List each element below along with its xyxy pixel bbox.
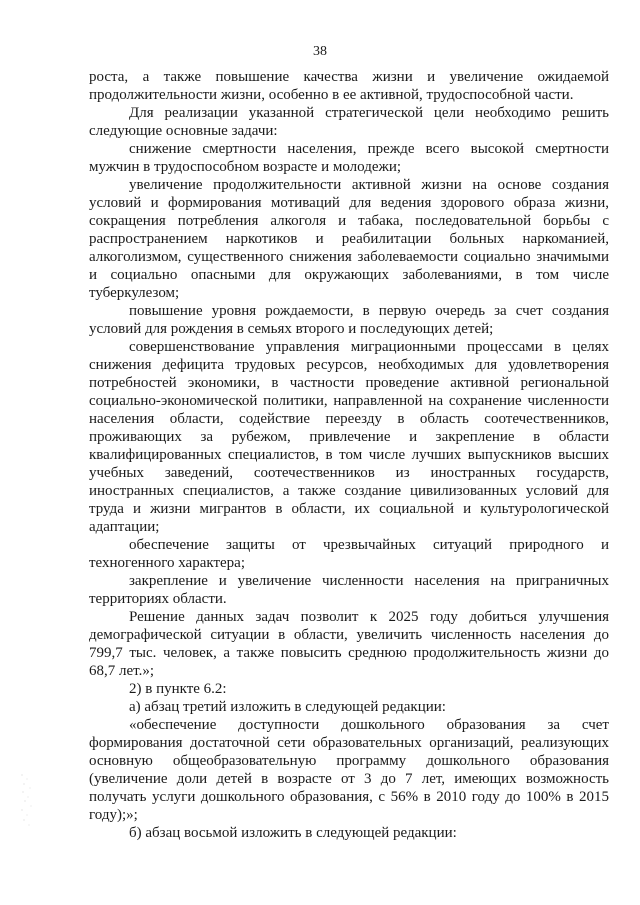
paragraph: совершенствование управления миграционными процессами в целях снижения дефицита трудовых ресурсов, необходимых для удовлетворения потребностей экономики, в частности проведение активной региональной социально-экономической политики, направленной на сохранение численности населения области, содействие переезду в область соотечественников, проживающих за рубежом, привлечение и закрепление в области квалифицированных специалистов, в том числе лучших выпускников высших учебных заведений, соотечественников из иностранных государств, иностранных специалистов, а также создание цивилизованных условий для труда и жизни мигрантов в области, их социальной и культурологической адаптации; [89,339,609,535]
document-body [89,68,609,842]
paragraph: 2) в пункте 6.2: [129,681,227,697]
scan-noise-mark [18,770,40,830]
paragraph: повышение уровня рождаемости, в первую очередь за счет создания условий для рождения в семьях второго и последующих детей; [89,303,609,337]
paragraph: увеличение продолжительности активной жизни на основе создания условий и формирования мотиваций для ведения здорового образа жизни, сокращения потребления алкоголя и табака, последовательной борьбы с распространением наркотиков и реабилитации больных наркоманией, алкоголизмом, существенного снижения заболеваемости социально значимыми и социально опасными для окружающих заболеваниями, в том числе туберкулезом; [89,177,609,301]
page-number: 38 [313,44,327,59]
paragraph: снижение смертности населения, прежде всего высокой смертности мужчин в трудоспособном возрасте и молодежи; [89,141,609,175]
paragraph: а) абзац третий изложить в следующей редакции: [129,699,446,715]
paragraph: «обеспечение доступности дошкольного образования за счет формирования достаточной сети образовательных организаций, реализующих основную общеобразовательную программу дошкольного образования (увеличение доли детей в возрасте от 3 до 7 лет, имеющих возможность получать услуги дошкольного образования, с 56% в 2010 году до 100% в 2015 году);»; [89,717,609,823]
paragraph: Для реализации указанной стратегической цели необходимо решить следующие основные задачи: [89,105,609,139]
paragraph: б) абзац восьмой изложить в следующей редакции: [129,825,457,841]
paragraph: обеспечение защиты от чрезвычайных ситуаций природного и техногенного характера; [89,537,609,571]
paragraph: Решение данных задач позволит к 2025 году добиться улучшения демографической ситуации в области, увеличить численность населения до 799,7 тыс. человек, а также повысить среднюю продолжительность жизни до 68,7 лет.»; [89,609,609,679]
paragraph: закрепление и увеличение численности населения на приграничных территориях области. [89,573,609,607]
paragraph: роста, а также повышение качества жизни и увеличение ожидаемой продолжительности жизни, особенно в ее активной, трудоспособной части. [89,69,609,103]
